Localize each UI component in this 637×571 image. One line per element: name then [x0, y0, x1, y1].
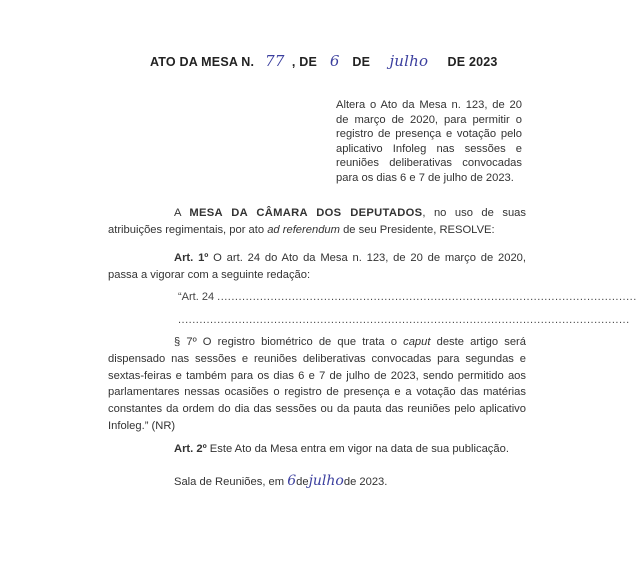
handwritten-month: julho — [389, 52, 429, 70]
quote-line-2 — [178, 314, 630, 326]
ementa: Altera o Ato da Mesa n. 123, de 20 de março de 2020, para permitir o registro de presença e votação pelo aplicativo Infoleg nas sessões e reuniões deliberativas convocadas para os dias 6 e 7 de julho de 2023. — [336, 99, 522, 184]
article-1-text: O art. 24 do Ato da Mesa n. 123, de 20 de março de 2020, passa a vigorar com a seguinte redação: — [108, 252, 526, 281]
handwritten-number: 77 — [265, 52, 285, 70]
preamble-rest1: , no uso de suas atribuições regimentais, por ato — [108, 207, 526, 236]
closing-prefix: Sala de Reuniões, em — [174, 476, 285, 488]
par7-prefix: § 7º O registro biométrico de que trata o — [174, 336, 397, 348]
article-1-label: Art. 1º — [174, 252, 209, 264]
handwritten-day: 6 — [329, 52, 340, 70]
preamble-org: MESA DA CÂMARA DOS DEPUTADOS — [189, 207, 423, 219]
par7-caput: caput — [403, 336, 431, 348]
preamble-rest2: de seu Presidente, RESOLVE: — [343, 223, 495, 236]
article-2-label: Art. 2º — [174, 443, 207, 455]
title-sep-de: , DE — [291, 55, 318, 69]
closing-line — [174, 473, 387, 489]
closing-handwritten-day: 6 — [287, 473, 297, 489]
par7-rest: deste artigo será dispensado nas sessões e reuniões deliberativas convocadas para segundas e sextas-feiras e também para os dias 6 e 7 de julho de 2023, sendo permitido aos parlamentares nessas ocasiões o registro de presença e a votação das matérias constantes da ordem do dia das sessões ou da pauta das reuniões pelo aplicativo Infoleg.” (NR) — [108, 336, 526, 432]
quote-line-1 — [178, 291, 637, 303]
paragraph-7 — [108, 334, 526, 435]
title-sep-de2: DE — [352, 55, 371, 69]
preamble-ad-referendum: ad referendum — [267, 223, 340, 236]
preamble-paragraph — [108, 205, 526, 239]
quote-art24: “Art. 24 — [178, 291, 215, 303]
article-1 — [108, 250, 526, 284]
article-2-text: Este Ato da Mesa entra em vigor na data de sua publicação. — [209, 443, 509, 455]
quote-dots-1: ...................................................................................................................... — [217, 291, 637, 303]
article-2 — [108, 441, 526, 458]
preamble-a: A — [174, 207, 181, 219]
closing-de: de — [296, 476, 309, 488]
title-prefix: ATO DA MESA N. — [150, 55, 255, 69]
quote-dots-2: ............................................................................................................................... — [178, 314, 630, 326]
document-title — [150, 52, 498, 70]
closing-handwritten-month: julho — [308, 473, 344, 489]
closing-suffix: de 2023. — [343, 476, 388, 488]
title-year: DE 2023 — [447, 55, 498, 69]
